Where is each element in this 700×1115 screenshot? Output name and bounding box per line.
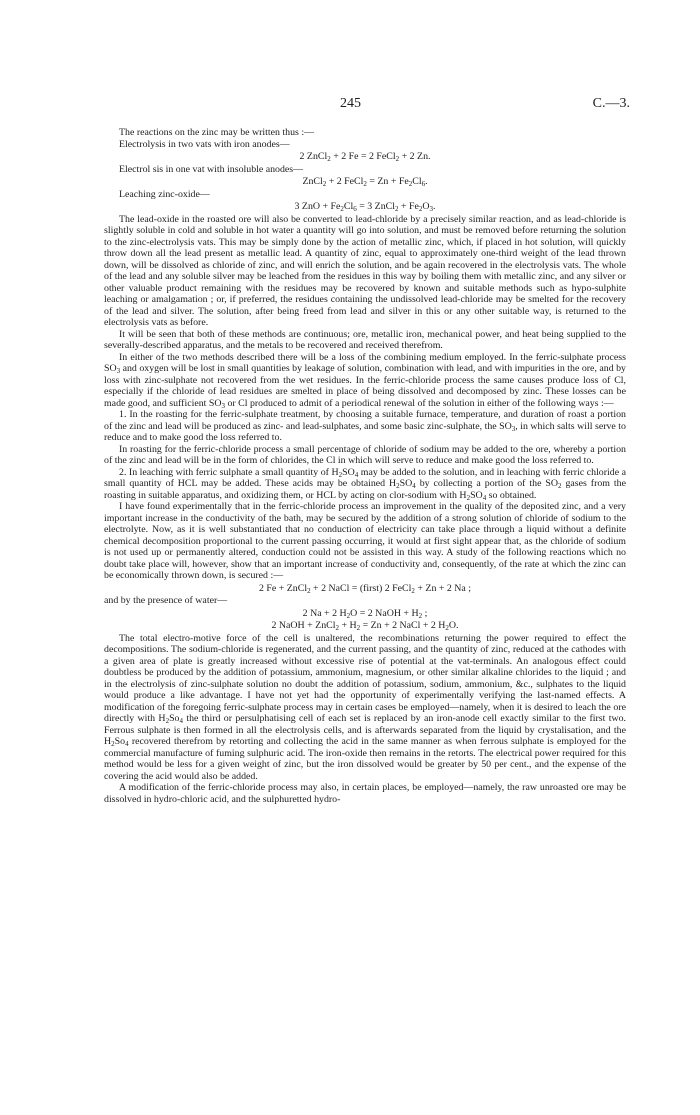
text-line: Electrol sis in one vat with insoluble anodes— <box>119 163 304 175</box>
text-line: The reactions on the zinc may be written thus :— <box>119 127 314 138</box>
paragraph: It will be seen that both of these methods are continuous; ore, metallic iron, mechanical power, and heat being supplied to the severally-described apparatus, and the metals to be recovered and received therefrom. <box>104 328 626 351</box>
equation: 2 Na + 2 $H_2O = 2$ NaOH + $H_2$ ; <box>302 607 428 620</box>
document-reference: C.—3. <box>592 96 630 111</box>
paragraph: 1. In the roasting for the ferric-sulphate treatment, by choosing a suitable furnace, temperature, and duration of roast a portion of the zinc and lead will be produced as zinc- and lead-sulphates, and some basic zinc-sulphate, the $SO_3$, in which salts will serve to reduce and to make good the loss referred to. <box>104 409 626 443</box>
body-text <box>104 127 626 805</box>
paragraph: In either of the two methods described there will be a loss of the combining medium employed. In the ferric-sulphate process $SO_3$ and oxygen will be lost in small quantities by leakage of solution, combination with lead, and with impurities in the ore, and by loss with zinc-sulphate not recovered from the wet residues. In the ferric-chloride process the same causes produce loss of Cl, especially if the chloride of lead residues are smelted in place of being dissolved and decomposed by zinc. These losses can be made good, and sufficient $SO_3$ or Cl produced to admit of a periodical renewal of the solution in either of the following ways :— <box>104 351 626 410</box>
equation: 3 ZnO + $Fe_2Cl_6 = 3$ ZnCl$_2$ + $Fe_2O_3$. <box>294 201 436 213</box>
text-line: Leaching zinc-oxide— <box>119 188 210 200</box>
paragraph: In roasting for the ferric-chloride process a small percentage of chloride of sodium may be added to the ore, whereby a portion of the zinc and lead will be in the form of chlorides, the Cl in which will serve to reduce and make good the loss referred to. <box>104 443 626 466</box>
text-line: Electrolysis in two vats with iron anodes— <box>119 138 290 150</box>
paragraph: 2. In leaching with ferric sulphate a small quantity of $H_2SO_4$ may be added to the solution, and in leaching with ferric chloride a small quantity of HCL may be added. These acids may be obtained $H_2SO_4$ by collecting a portion of the $SO_2$ gases from the roasting in suitable apparatus, and oxidizing them, or HCL by acting on clor-sodium with $H_2SO_4$ so obtained. <box>104 466 627 502</box>
text-line: and by the presence of water— <box>104 595 228 606</box>
paragraph: A modification of the ferric-chloride process may also, in certain places, be employed—namely, the raw unroasted ore may be dissolved in hydro-chloric acid, and the sulphuretted hydro- <box>104 782 626 805</box>
paragraph: I have found experimentally that in the ferric-chloride process an improvement in the quality of the deposited zinc, and a very important increase in the conductivity of the bath, may be secured by the addition of a strong solution of chloride of sodium to the electrolyte. Now, as it is well substantiated that no conduction of electricity can take place through a liquid without a definite chemical decomposition proportional to the current passing occurring, it would at first sight appear that, as the chloride of sodium is not used up or permanently altered, conduction could not be assisted in this way. A study of the following reactions which no doubt take place will, however, show that an important increase of conductivity and, consequently, of the rate at which the zinc can be economically thrown down, is secured :— <box>104 501 626 581</box>
paragraph: The total electro-motive force of the cell is unaltered, the recombinations returning the power required to effect the decompositions. The sodium-chloride is regenerated, and the current passing, and the quantity of zinc, reduced at the cathodes with a given area of plate is greatly increased without excessive rise of potential at the vat-terminals. An analogous effect could doubtless be produced by the addition of potassium, ammonium, magnesium, or other similar alkaline chlorides to the liquid ; and in the electrolysis of zinc-sulphate solution no doubt the addition of potassium, sodium, ammonium, &c., sulphates to the liquid would produce a like advantage. I have not yet had the opportunity of experimentally verifying the last-named effects. A modification of the foregoing ferric-sulphate process may in certain cases be employed—namely, when it is desired to leach the ore directly with $H_2So_4$ the third or persulphatising cell of each set is replaced by an iron-anode cell exactly similar to the first two. Ferrous sulphate is then formed in all the electrolysis cells, and is afterwards separated from the liquid by crystalisation, and the $H_2So_4$ recovered therefrom by retorting and collecting the acid in the same manner as when ferrous sulphate is employed for the commercial manufacture of fuming sulphuric acid. The iron-oxide then remains in the retorts. The electrical power required for this method would be less for a given weight of zinc, but the iron dissolved would be greater by 50 per cent., and the expense of the covering the acid would also be added. <box>104 632 626 782</box>
page-header <box>0 96 700 116</box>
equation: 2 NaOH + ZnCl$_2$ + $H_2 = Zn + 2$ NaCl + 2 $H_2O$. <box>271 620 459 632</box>
equation: ZnCl$_2$ + 2 FeCl$_2$ = $Zn + Fe_2Cl_6$. <box>302 176 428 188</box>
paragraph: The lead-oxide in the roasted ore will also be converted to lead-chloride by a precisely similar reaction, and as lead-chloride is slightly soluble in cold and soluble in hot water a quantity will go into solution, and must be removed before returning the solution to the zinc-electrolysis vats. This may be simply done by the action of metallic zinc, which, if placed in hot solution, will quickly throw down all the lead present as metallic lead. A quantity of zinc, equal to approximately one-third weight of the lead thrown down, will be dissolved as chloride of zinc, and will enrich the solution, and be again recovered in the electrolysis vats. The whole of the lead and any soluble silver may be leached from the residues in this way by boiling them with metallic zinc, and any silver or other valuable product remaining with the residues may be recovered by known and suitable methods such as hypo-sulphite leaching or amalgamation ; or, if preferred, the residues containing the undissolved lead-chloride may be smelted for the recovery of the lead and silver. The solution, after being freed from lead and silver in this or any other suitable way, is returned to the electrolysis vats as before. <box>104 213 626 328</box>
equation: 2 ZnCl$_2$ + 2 Fe = 2 FeCl$_2$ + 2 Zn. <box>299 151 431 163</box>
equation: 2 Fe + ZnCl$_2$ + 2 NaCl = (first) 2 FeCl$_2$ + Zn + 2 Na ; <box>258 582 472 595</box>
page-number: 245 <box>340 96 361 111</box>
